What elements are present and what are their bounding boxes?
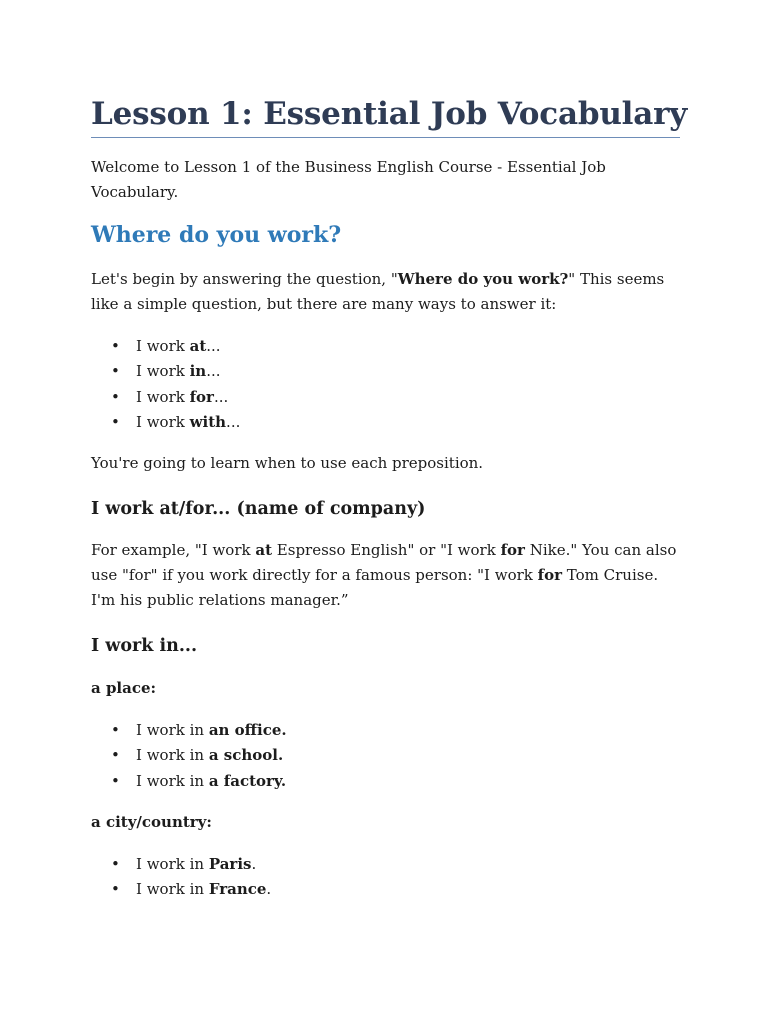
item-prefix: I work [136,387,190,406]
list-item [91,385,681,410]
item-location: Paris [208,855,252,874]
item-preposition: at [189,337,207,355]
place-label: a place: [91,679,157,698]
section-intro-text: " This seems like a simple question, but there are many ways to answer it: [91,270,665,313]
item-prefix: I work [136,362,190,381]
item-suffix: ... [206,337,221,355]
list-item [91,410,681,435]
document-content [91,92,688,903]
intro-paragraph: Welcome to Lesson 1 of the Business English Course - Essential Job Vocabulary. [91,158,606,201]
example-text: Espresso English" or "I work [272,541,501,560]
item-suffix: . [251,855,257,874]
item-prefix: I work [136,412,190,431]
list-item [91,852,681,877]
at-for-example-paragraph [91,538,686,613]
place-list [91,718,681,794]
title-underline [91,137,680,138]
lesson-title: Lesson 1: Essential Job Vocabulary [91,96,688,132]
item-prefix: I work in [136,721,209,740]
item-preposition: for [189,387,214,406]
example-bold: for [500,541,525,560]
subsection-heading-in: I work in... [91,636,198,657]
list-item [91,877,681,902]
item-prefix: I work [136,337,190,355]
example-text: Tom Cruise. I'm his public relations manager.” [91,566,659,610]
item-location: France [208,880,267,899]
item-place: a school. [208,746,284,765]
list-item [91,743,681,768]
example-text: For example, "I work [91,541,256,560]
list-item [91,718,681,743]
item-prefix: I work in [136,746,209,765]
example-text: Nike." You can also use "for" if you work directly for a famous person: "I work [91,541,677,585]
subsection-heading-at-for: I work at/for... (name of company) [91,499,426,520]
example-bold: for [537,566,563,585]
item-preposition: with [189,412,227,431]
item-suffix: ... [206,362,221,381]
item-prefix: I work in [136,771,209,790]
city-country-list [91,852,681,903]
item-suffix: . [266,880,272,899]
section-intro-paragraph [91,267,676,317]
item-place: an office. [208,721,287,740]
prepositions-note: You're going to learn when to use each preposition. [91,454,484,473]
item-place: a factory. [208,771,287,790]
section-heading: Where do you work? [91,222,342,248]
list-item [91,359,681,384]
list-item [91,769,681,794]
city-country-label: a city/country: [91,813,212,832]
list-item [91,334,681,359]
item-preposition: in [189,362,207,381]
example-bold: at [255,541,273,560]
item-prefix: I work in [136,855,209,874]
section-intro-text: Let's begin by answering the question, " [91,270,398,288]
section-intro-question: Where do you work? [397,270,569,288]
item-suffix: ... [213,387,229,406]
item-suffix: ... [226,412,241,431]
prepositions-list [91,334,681,435]
item-prefix: I work in [136,880,209,899]
